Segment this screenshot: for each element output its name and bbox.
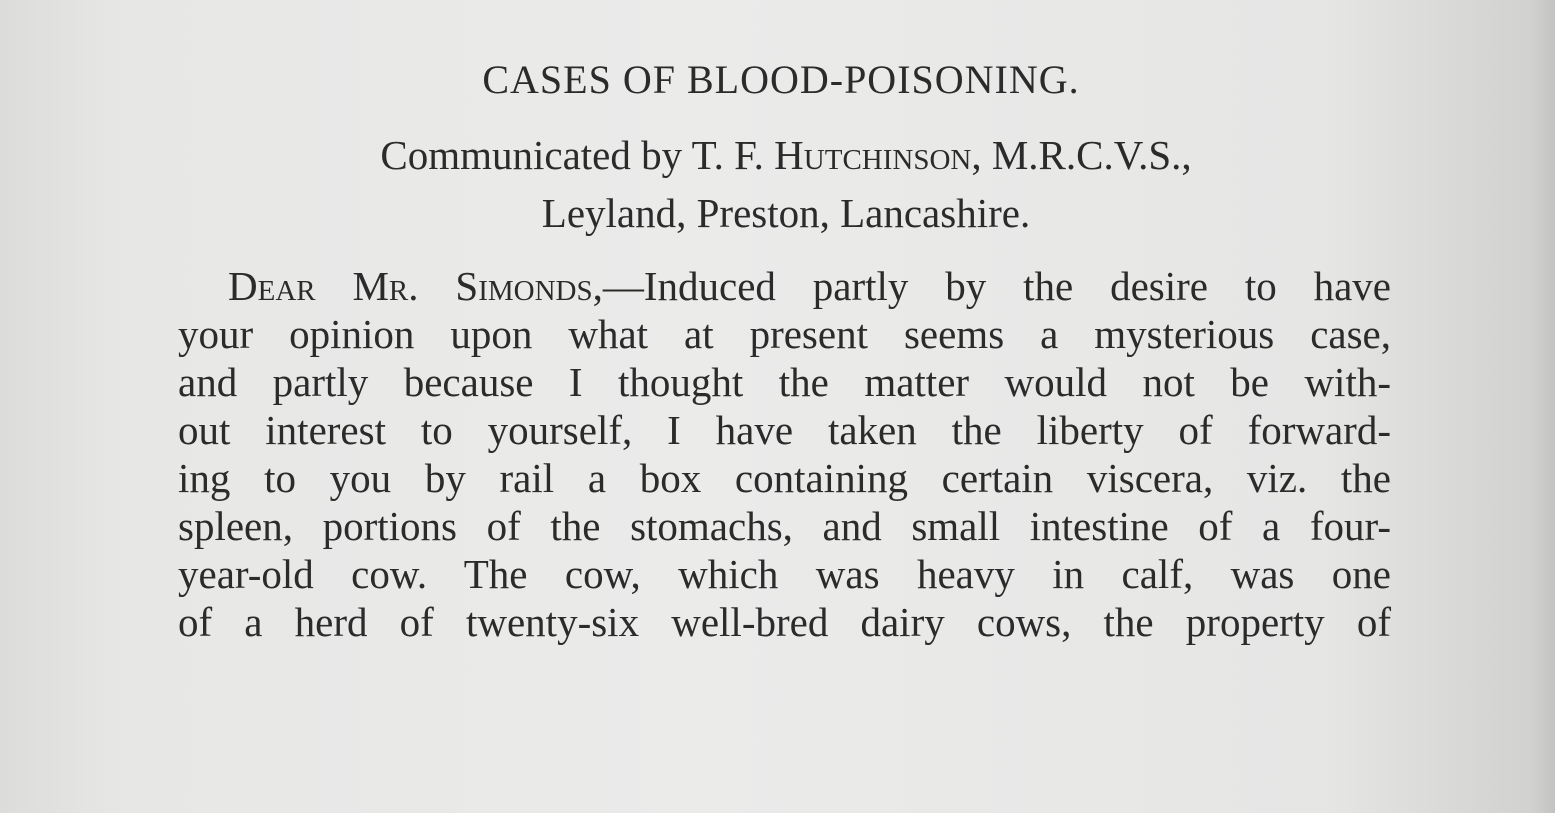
byline-prefix: Communicated by T. F.	[380, 132, 775, 178]
page-edge-shadow	[1531, 0, 1555, 813]
body-line-4: out interest to yourself, I have taken the liberty of forward-	[178, 407, 1391, 453]
body-line-1-text: —Induced partly by the desire to have	[602, 263, 1391, 309]
body-line-3: and partly because I thought the matter would not be with-	[178, 359, 1391, 405]
article-title: CASES OF BLOOD-POISONING.	[482, 57, 1080, 102]
byline-suffix: , M.R.C.V.S.,	[971, 132, 1192, 178]
salutation: Dear Mr. Simonds,	[228, 263, 603, 309]
body-line-8: of a herd of twenty-six well-bred dairy cows, the property of	[178, 599, 1391, 645]
body-line-5: ing to you by rail a box containing certain viscera, viz. the	[178, 455, 1391, 501]
byline-location: Leyland, Preston, Lancashire.	[541, 190, 1031, 236]
byline-communicated	[0, 130, 1555, 180]
body-line-7: year-old cow. The cow, which was heavy in calf, was one	[178, 551, 1391, 597]
body-line-2: your opinion upon what at present seems a mysterious case,	[178, 311, 1391, 357]
body-line-1	[228, 262, 1391, 310]
byline-author: Hutchinson	[774, 132, 972, 178]
body-line-6: spleen, portions of the stomachs, and small intestine of a four-	[178, 503, 1391, 549]
